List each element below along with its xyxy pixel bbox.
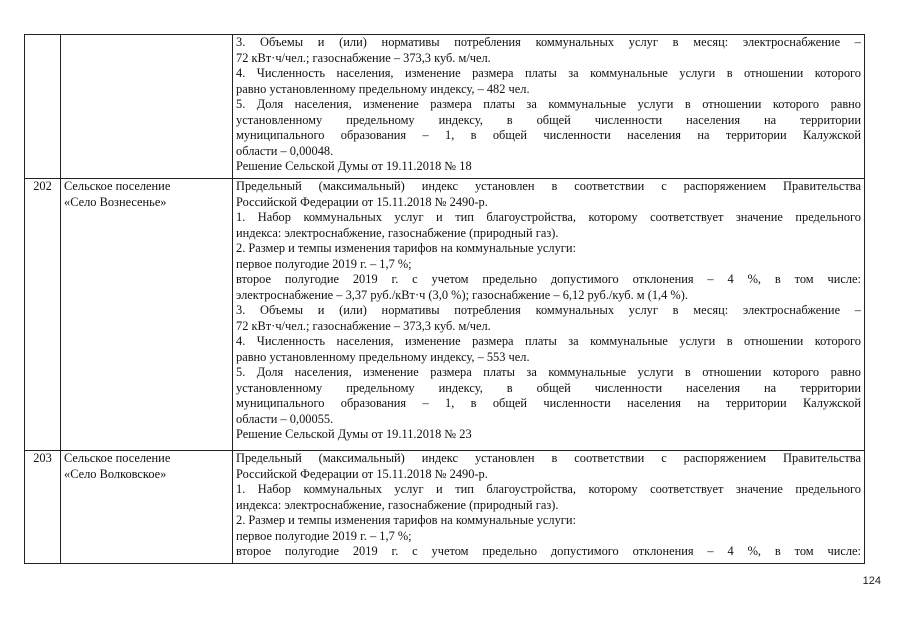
row-number — [25, 35, 61, 179]
description-line: 4. Численность населения, изменение размера платы за коммунальные услуги в отношении которого — [236, 66, 861, 80]
description-line: 3. Объемы и (или) нормативы потребления коммунальных услуг в месяц: электроснабжение – — [236, 35, 861, 49]
description-line: первое полугодие 2019 г. – 1,7 %; — [236, 528, 412, 543]
description-line: равно установленному предельному индексу, – 482 чел. — [236, 81, 530, 96]
description-line: 3. Объемы и (или) нормативы потребления коммунальных услуг в месяц: электроснабжение – — [236, 303, 861, 317]
description-line: Российской Федерации от 15.11.2018 № 2490-р. — [236, 466, 488, 481]
settlement-name-line: «Село Вознесенье» — [64, 194, 167, 209]
settlement-name — [61, 179, 233, 451]
settlement-name — [61, 35, 233, 179]
description-line: Российской Федерации от 15.11.2018 № 2490-р. — [236, 194, 488, 209]
description-line: 1. Набор коммунальных услуг и тип благоустройства, которому соответствует значение предельного — [236, 210, 861, 224]
settlement-name — [61, 451, 233, 564]
settlement-name-line: «Село Волковское» — [64, 466, 167, 481]
row-number: 203 — [25, 451, 61, 564]
row-number: 202 — [25, 179, 61, 451]
description-line: индекса: электроснабжение, газоснабжение (природный газ). — [236, 497, 559, 512]
description-line: равно установленному предельному индексу, – 553 чел. — [236, 349, 530, 364]
description-line: Предельный (максимальный) индекс установлен в соответствии с распоряжением Правительства — [236, 451, 861, 465]
description-line: электроснабжение – 3,37 руб./кВт·ч (3,0 %); газоснабжение – 6,12 руб./куб. м (1,4 %). — [236, 287, 688, 302]
row-description — [233, 451, 865, 564]
description-line: 5. Доля населения, изменение размера платы за коммунальные услуги в отношении которого равно — [236, 365, 861, 379]
description-line: установленному предельному индексу, в общей численности населения на территории — [236, 112, 861, 127]
table-row — [25, 179, 865, 451]
description-line: установленному предельному индексу, в общей численности населения на территории — [236, 380, 861, 395]
decision-reference: Решение Сельской Думы от 19.11.2018 № 23 — [236, 427, 472, 441]
table-row — [25, 35, 865, 179]
description-line: области – 0,00055. — [236, 411, 334, 426]
row-description — [233, 179, 865, 451]
description-line: области – 0,00048. — [236, 143, 334, 158]
page-number: 124 — [862, 575, 881, 587]
tariff-table — [24, 34, 865, 564]
decision-reference: Решение Сельской Думы от 19.11.2018 № 18 — [236, 159, 472, 173]
description-line: 72 кВт·ч/чел.; газоснабжение – 373,3 куб. м/чел. — [236, 318, 491, 333]
settlement-name-line: Сельское поселение — [64, 451, 171, 465]
row-description — [233, 35, 865, 179]
description-line: первое полугодие 2019 г. – 1,7 %; — [236, 256, 412, 271]
description-line: второе полугодие 2019 г. с учетом предельно допустимого отклонения – 4 %, в том числе: — [236, 272, 861, 286]
description-line: 5. Доля населения, изменение размера платы за коммунальные услуги в отношении которого равно — [236, 97, 861, 111]
description-line: муниципального образования – 1, в общей численности населения на территории Калужской — [236, 396, 861, 410]
description-line: муниципального образования – 1, в общей численности населения на территории Калужской — [236, 128, 861, 142]
description-line: 1. Набор коммунальных услуг и тип благоустройства, которому соответствует значение предельного — [236, 482, 861, 496]
settlement-name-line: Сельское поселение — [64, 179, 171, 193]
description-line: 2. Размер и темпы изменения тарифов на коммунальные услуги: — [236, 241, 576, 255]
description-line: 72 кВт·ч/чел.; газоснабжение – 373,3 куб. м/чел. — [236, 50, 491, 65]
table-row — [25, 451, 865, 564]
description-line: второе полугодие 2019 г. с учетом предельно допустимого отклонения – 4 %, в том числе: — [236, 544, 861, 558]
description-line: индекса: электроснабжение, газоснабжение (природный газ). — [236, 225, 559, 240]
description-line: 4. Численность населения, изменение размера платы за коммунальные услуги в отношении которого — [236, 334, 861, 348]
description-line: Предельный (максимальный) индекс установлен в соответствии с распоряжением Правительства — [236, 179, 861, 193]
description-line: 2. Размер и темпы изменения тарифов на коммунальные услуги: — [236, 513, 576, 527]
